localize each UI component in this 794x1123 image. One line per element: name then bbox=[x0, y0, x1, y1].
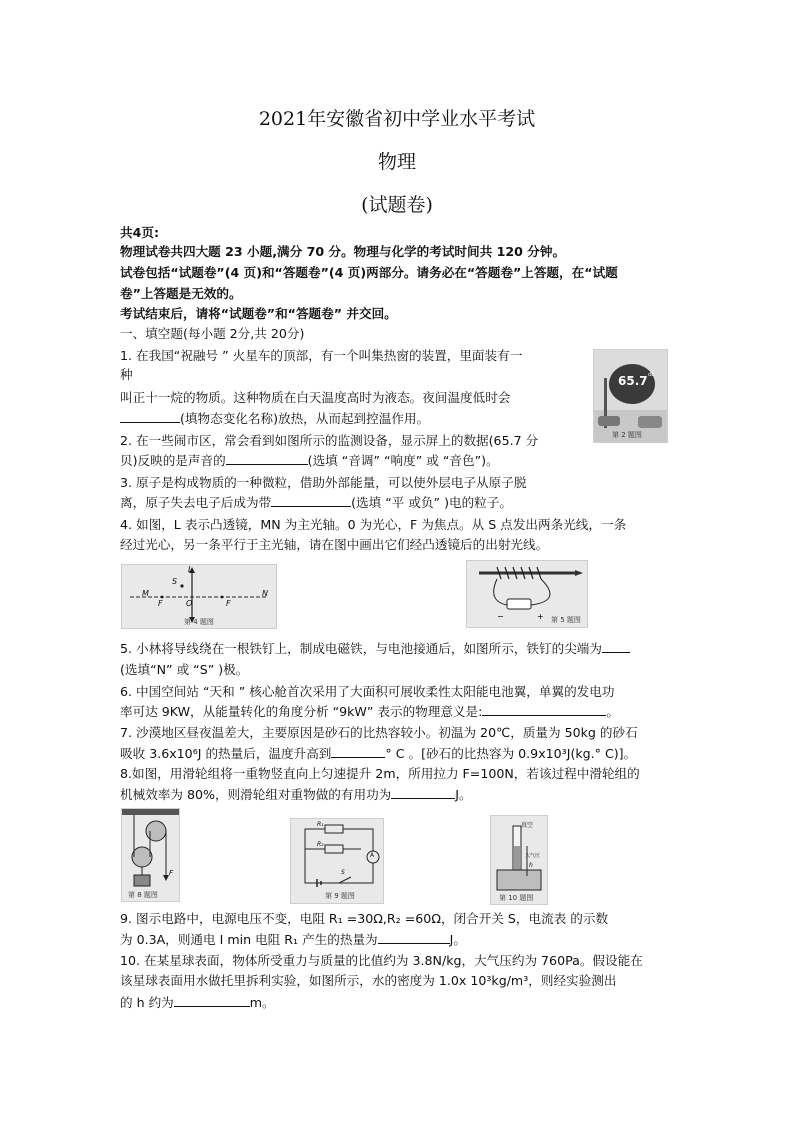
fig10-caption: 第 10 题图 bbox=[499, 894, 534, 902]
fig2-display-unit: dB bbox=[648, 372, 655, 378]
fig10-pressure-label: 大气压 bbox=[525, 853, 541, 859]
q1-line-2: 种 bbox=[120, 367, 133, 382]
section-heading: 一、填空题(每小题 2分,共 20分) bbox=[120, 326, 305, 341]
fig4-label-O: O bbox=[186, 599, 193, 608]
fig5-caption: 第 5 题图 bbox=[551, 616, 581, 624]
q1-line-1: 1. 在我国“祝融号 ” 火星车的顶部，有一个叫集热窗的装置，里面装有一 bbox=[120, 348, 523, 363]
svg-text:−: − bbox=[497, 612, 504, 621]
q5-line-2: (选填“N” 或 “S” )极。 bbox=[120, 662, 249, 677]
fig9-label-R1: R₁ bbox=[317, 821, 324, 828]
fig10-label-h: h bbox=[529, 862, 533, 869]
q6-line-1: 6. 中国空间站 “天和 ” 核心舱首次采用了大面积可展收柔性太阳能电池翼，单翼的发电功 bbox=[120, 684, 615, 699]
fig4-label-N: N bbox=[262, 589, 268, 598]
q9-line-2 bbox=[120, 931, 466, 949]
q6-answer-blank[interactable] bbox=[482, 703, 606, 716]
fig9-ammeter-A: A bbox=[370, 852, 375, 859]
q9-line-2-suffix: J。 bbox=[449, 932, 466, 947]
q7-line-1: 7. 沙漠地区昼夜温差大，主要原因是砂石的比热容较小。初温为 20℃，质量为 50kg 的砂石 bbox=[120, 725, 638, 740]
q9-answer-blank[interactable] bbox=[378, 931, 450, 944]
note-line-2: 试卷包括“试题卷”(4 页)和“答题卷”(4 页)两部分。请务必在“答题卷”上答题，在“试题 bbox=[120, 265, 618, 280]
q4-line-2: 经过光心，另一条平行于主光轴，请在图中画出它们经凸透镜后的出射光线。 bbox=[120, 537, 549, 552]
q8-line-1: 8.如图，用滑轮组将一重物竖直向上匀速提升 2m，所用拉力 F=100N，若该过程中滑轮组的 bbox=[120, 766, 640, 781]
fig10-torricelli-diagram bbox=[490, 815, 548, 905]
q8-answer-blank[interactable] bbox=[391, 786, 455, 799]
note-line-1: 物理试卷共四大题 23 小题,满分 70 分。物理与化学的考试时间共 120 分钟。 bbox=[120, 244, 566, 259]
q6-line-2: 率可达 9KW，从能量转化的角度分析 “9kW” 表示的物理意义是: 。 bbox=[120, 704, 619, 719]
fig9-caption: 第 9 题图 bbox=[325, 892, 355, 900]
fig4-lens-diagram[interactable] bbox=[121, 564, 277, 629]
q7-answer-blank[interactable] bbox=[331, 745, 385, 758]
q5-line-1 bbox=[120, 640, 630, 658]
subject-title: 物理 bbox=[377, 151, 416, 173]
q10-line-3-prefix: 的 h 约为 bbox=[120, 995, 174, 1010]
q4-line-1: 4. 如图，L 表示凸透镜，MN 为主光轴。0 为光心，F 为焦点。从 S 点发出两条光线，一条 bbox=[120, 517, 627, 532]
fig4-label-M: M bbox=[142, 589, 149, 598]
q5-answer-blank[interactable] bbox=[602, 640, 630, 653]
fig8-pulley-diagram bbox=[121, 808, 180, 902]
q3-line-2-suffix: (选填 “平 或负” )电的粒子。 bbox=[351, 495, 512, 510]
q3-answer-blank[interactable] bbox=[271, 494, 351, 507]
q3-line-2-prefix: 离，原子失去电子后成为带 bbox=[120, 495, 272, 510]
q8-line-2 bbox=[120, 786, 472, 804]
q1-answer-blank[interactable] bbox=[120, 410, 180, 423]
fig2-monitor-photo bbox=[593, 349, 668, 443]
fig4-label-F-right: F bbox=[226, 599, 231, 608]
fig9-label-R2: R₂ bbox=[317, 841, 324, 848]
fig9-label-S: S bbox=[341, 869, 345, 876]
fig10-vacuum-label: 真空 bbox=[521, 822, 534, 829]
q7-line-2 bbox=[120, 745, 636, 763]
note-line-3: 卷”上答题是无效的。 bbox=[120, 286, 242, 301]
q3-line-2 bbox=[120, 494, 512, 512]
q5-line-1-text: 5. 小林将导线绕在一根铁钉上，制成电磁铁，与电池接通后，如图所示，铁钉的尖端为 bbox=[120, 641, 602, 656]
exam-title: 2021年安徽省初中学业水平考试 bbox=[258, 108, 536, 130]
q10-line-2: 该星球表面用水做托里拆利实验，如图所示，水的密度为 1.0x 10³kg/m³，则经实验测出 bbox=[120, 973, 617, 988]
q10-answer-blank[interactable] bbox=[174, 994, 250, 1007]
fig2-caption: 第 2 题图 bbox=[612, 431, 642, 439]
q1-line-4-text: (填物态变化名称)放热，从而起到控温作用。 bbox=[180, 411, 430, 426]
fig5-electromagnet-diagram bbox=[466, 560, 588, 628]
fig8-label-F: F bbox=[169, 869, 174, 877]
q9-line-2-prefix: 为 0.3A，则通电 I min 电阻 R₁ 产生的热量为 bbox=[120, 932, 378, 947]
q2-answer-blank[interactable] bbox=[226, 452, 308, 465]
q7-line-2-suffix: ° C 。[砂石的比热容为 0.9x10³J(kg.° C)]。 bbox=[385, 746, 637, 761]
q2-line-1: 2. 在一些闹市区，常会看到如图所示的监测设备，显示屏上的数据(65.7 分 bbox=[120, 433, 539, 448]
note-line-4: 考试结束后，请将“试题卷”和“答题卷” 并交回。 bbox=[120, 306, 397, 321]
q2-line-2 bbox=[120, 452, 499, 470]
page-count: 共4页: bbox=[120, 225, 159, 240]
q8-line-2-prefix: 机械效率为 80%，则滑轮组对重物做的有用功为 bbox=[120, 787, 392, 802]
fig4-label-L: L bbox=[188, 565, 193, 574]
fig8-caption: 第 8 题图 bbox=[128, 891, 158, 899]
svg-text:+: + bbox=[537, 612, 544, 621]
q1-line-4 bbox=[120, 410, 429, 428]
q10-line-3-suffix: m。 bbox=[249, 995, 275, 1010]
fig4-label-F-left: F bbox=[158, 599, 163, 608]
q1-line-3: 叫正十一烷的物质。这种物质在白天温度高时为液态。夜间温度低时会 bbox=[120, 390, 511, 405]
q7-line-2-prefix: 吸收 3.6x10⁶J 的热量后，温度升高到 bbox=[120, 746, 332, 761]
q2-line-2-prefix: 贝)反映的是声音的 bbox=[120, 453, 226, 468]
q8-line-2-suffix: J。 bbox=[455, 787, 472, 802]
q6-line-2-text: 率可达 9KW，从能量转化的角度分析 “9kW” 表示的物理意义是: bbox=[120, 704, 483, 719]
q3-line-1: 3. 原子是构成物质的一种微粒，借助外部能量，可以使外层电子从原子脱 bbox=[120, 475, 527, 490]
q10-line-1: 10. 在某星球表面，物体所受重力与质量的比值约为 3.8N/kg，大气压约为 760Pa。假设能在 bbox=[120, 953, 643, 968]
fig4-label-S: S bbox=[172, 577, 178, 586]
fig2-display-value: 65.7 bbox=[618, 374, 648, 388]
fig9-circuit-diagram bbox=[290, 818, 384, 904]
paper-type: (试题卷) bbox=[361, 194, 433, 216]
q2-line-2-suffix: (选填 “音调” “响度” 或 “音色”)。 bbox=[307, 453, 499, 468]
fig4-caption: 第 4 题图 bbox=[184, 618, 214, 626]
q9-line-1: 9. 图示电路中，电源电压不变，电阻 R₁ =30Ω,R₂ =60Ω，闭合开关 S，电流表 的示数 bbox=[120, 911, 609, 926]
q10-line-3 bbox=[120, 994, 275, 1012]
